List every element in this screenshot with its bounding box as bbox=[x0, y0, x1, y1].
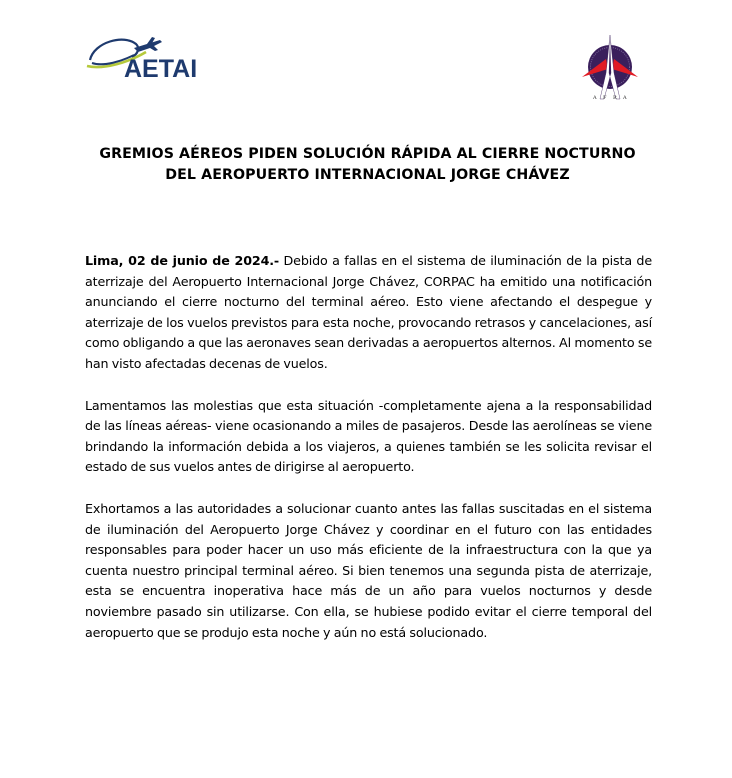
press-release-title: GREMIOS AÉREOS PIDEN SOLUCIÓN RÁPIDA AL CIERRE NOCTURNO DEL AEROPUERTO INTERNACIONAL JORGE CHÁVEZ bbox=[99, 146, 636, 183]
airplane-swoosh-icon bbox=[84, 30, 224, 80]
paragraph-3: Exhortamos a las autoridades a solucionar cuanto antes las fallas suscitadas en el sistema de iluminación del Aeropuerto Jorge Chávez y coordinar en el futuro con las entidades responsables para poder hacer un uso más eficiente de la infraestructura con la que ya cuenta nuestro principal terminal aéreo. Si bien tenemos una segunda pista de aterrizaje, esta se encuentra inoperativa hace más de un año para vuelos nocturnos y desde noviembre pasado sin utilizarse. Con ella, se hubiese podido evitar el cierre temporal del aeropuerto que se produjo esta noche y aún no está solucionado. bbox=[85, 500, 652, 640]
svg-text:A: A bbox=[623, 95, 627, 101]
afra-logo bbox=[580, 33, 640, 105]
svg-text:AETAI: AETAI bbox=[124, 55, 198, 80]
dateline: Lima, 02 de junio de 2024.- bbox=[85, 253, 280, 268]
paragraph-1 bbox=[85, 251, 652, 375]
aetai-logo bbox=[84, 30, 224, 80]
svg-text:A: A bbox=[593, 95, 597, 101]
svg-text:R: R bbox=[613, 95, 617, 101]
press-release-body bbox=[85, 251, 652, 664]
paragraph-1-text: Debido a fallas en el sistema de iluminación de la pista de aterrizaje del Aeropuerto Internacional Jorge Chávez, CORPAC ha emitido una notificación anunciando el cierre nocturno del terminal aéreo. Esto viene afectando el despegue y aterrizaje de los vuelos previstos para esta noche, provocando retrasos y cancelaciones, así como obligando a que las aeronaves sean derivadas a aeropuertos alternos. Al momento se han visto afectadas decenas de vuelos. bbox=[85, 253, 652, 371]
paragraph-2: Lamentamos las molestias que esta situación -completamente ajena a la responsabilidad de las líneas aéreas- viene ocasionando a miles de pasajeros. Desde las aerolíneas se viene brindando la información debida a los viajeros, a quienes también se les solicita revisar el estado de sus vuelos antes de dirigirse al aeropuerto. bbox=[85, 397, 652, 475]
afra-emblem-icon bbox=[580, 33, 640, 105]
svg-text:F: F bbox=[603, 95, 607, 101]
